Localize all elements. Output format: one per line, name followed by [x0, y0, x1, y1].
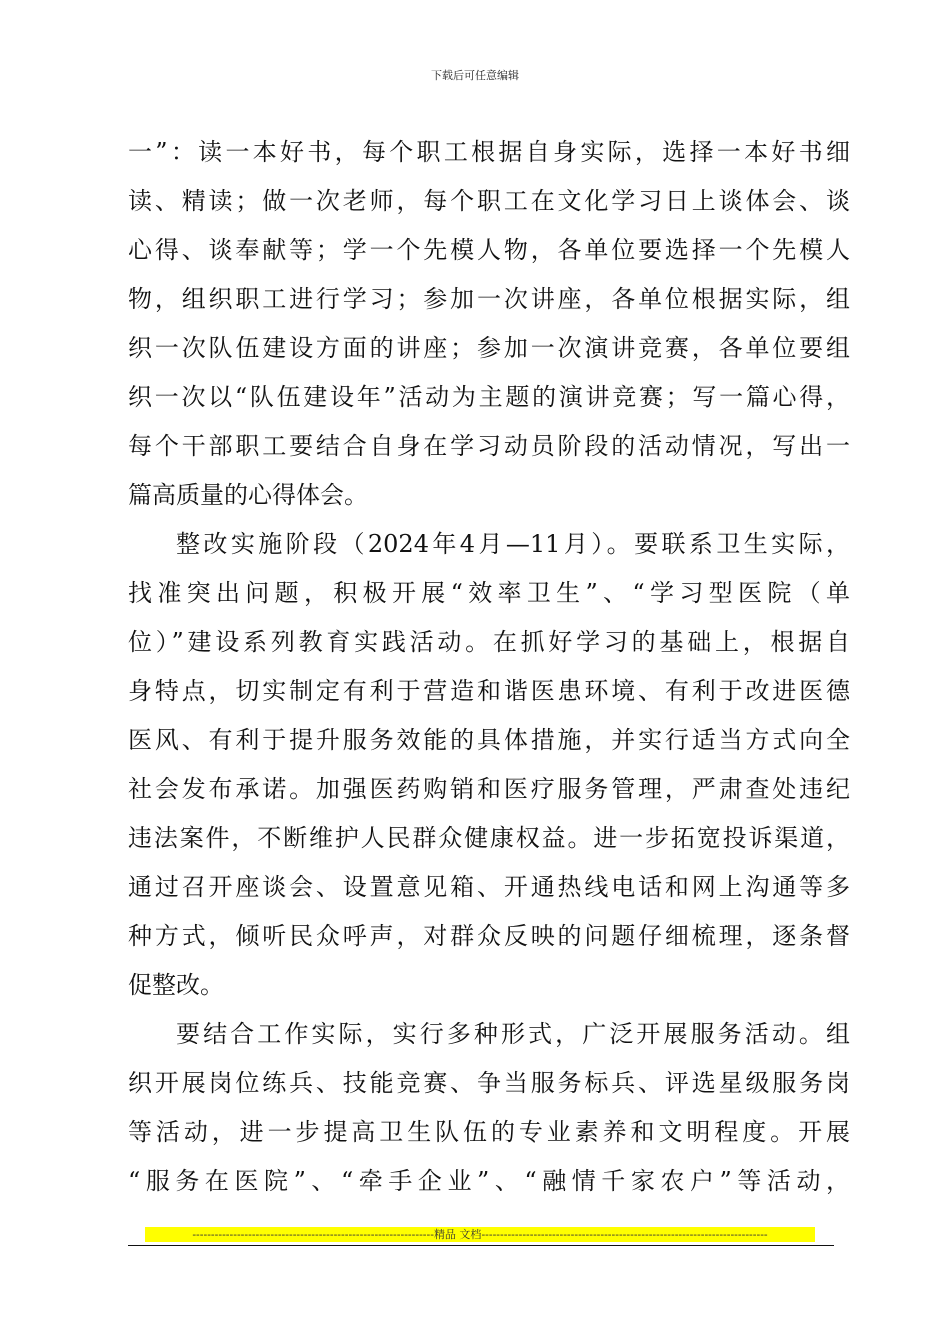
text-line: 社会发布承诺。加强医药购销和医疗服务管理，严肃查处违纪 [128, 775, 850, 803]
footer-right-dashes: ----------------------------------------------------------------------------- [481, 1228, 768, 1241]
text-line: 织一次队伍建设方面的讲座；参加一次演讲竞赛，各单位要组 [128, 334, 850, 362]
paragraph-2 [128, 520, 850, 1010]
text-line: “服务在医院”、“牵手企业”、“融情千家农户”等活动， [128, 1167, 850, 1195]
text-line: 每个干部职工要结合自身在学习动员阶段的活动情况，写出一 [128, 432, 850, 460]
text-line: 一”：读一本好书，每个职工根据自身实际，选择一本好书细 [128, 138, 850, 166]
text-line: 医风、有利于提升服务效能的具体措施，并实行适当方式向全 [128, 726, 850, 754]
text-line: 促整改。 [128, 971, 224, 999]
page-header: 下载后可任意编辑 [431, 69, 519, 82]
document-body [128, 128, 850, 1206]
text-line: 物，组织职工进行学习；参加一次讲座，各单位根据实际，组 [128, 285, 850, 313]
text-line: 位）”建设系列教育实践活动。在抓好学习的基础上，根据自 [128, 628, 850, 656]
text-line: 等活动，进一步提高卫生队伍的专业素养和文明程度。开展 [128, 1118, 850, 1146]
text-line: 身特点，切实制定有利于营造和谐医患环境、有利于改进医德 [128, 677, 850, 705]
paragraph-1 [128, 128, 850, 520]
text-line: 织开展岗位练兵、技能竞赛、争当服务标兵、评选星级服务岗 [128, 1069, 850, 1097]
footer-label: 精品 文档 [433, 1228, 482, 1241]
footer-left-dashes: ----------------------------------------------------------------- [192, 1228, 434, 1241]
text-line: 违法案件，不断维护人民群众健康权益。进一步拓宽投诉渠道， [128, 824, 850, 852]
text-line: 找准突出问题，积极开展“效率卫生”、“学习型医院（单 [128, 579, 850, 607]
text-line: 通过召开座谈会、设置意见箱、开通热线电话和网上沟通等多 [128, 873, 850, 901]
text-line: 织一次以“队伍建设年”活动为主题的演讲竞赛；写一篇心得， [128, 383, 850, 411]
text-line: 种方式，倾听民众呼声，对群众反映的问题仔细梳理，逐条督 [128, 922, 850, 950]
footer-divider [128, 1245, 834, 1246]
text-line: 心得、谈奉献等；学一个先模人物，各单位要选择一个先模人 [128, 236, 850, 264]
footer-watermark [145, 1227, 815, 1242]
text-line: 整改实施阶段（2024年4月—11月）。要联系卫生实际， [176, 530, 850, 558]
text-line: 读、精读；做一次老师，每个职工在文化学习日上谈体会、谈 [128, 187, 850, 215]
paragraph-3 [128, 1010, 850, 1206]
text-line: 篇高质量的心得体会。 [128, 481, 368, 509]
text-line: 要结合工作实际，实行多种形式，广泛开展服务活动。组 [176, 1020, 850, 1048]
